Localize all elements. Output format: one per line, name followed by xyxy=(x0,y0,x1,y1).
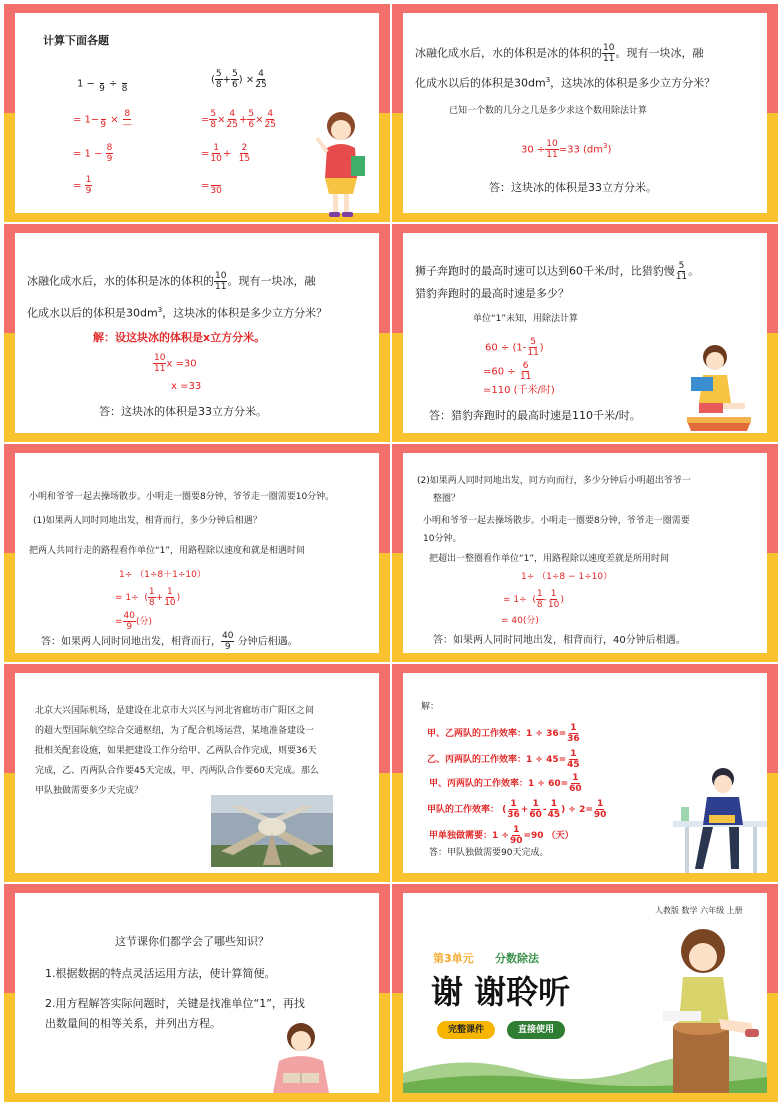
question-line-1: 冰融化成水后，水的体积是冰的体积的 $\frac{10}{11}$ 。现有一块冰，融 xyxy=(27,271,316,292)
equation-3: = $\frac{40}{9}$ (分) xyxy=(115,611,153,632)
equation-2: =60 ÷ $\frac{6}{11}$ xyxy=(483,361,532,382)
direct-use-button[interactable]: 直接使用 xyxy=(507,1021,565,1039)
summary-point-2: 2.用方程解答实际问题时，关键是找准单位“1”，再找 xyxy=(45,997,305,1010)
reading-woman-illustration xyxy=(261,1019,341,1093)
slide-card xyxy=(403,673,767,873)
solution-line-1: 甲、乙两队的工作效率：1 ÷ 36= $\frac{1}{36}$ xyxy=(427,723,580,744)
equation-1: 1÷ （1÷8＋1÷10） xyxy=(119,570,206,580)
slide-5-walk-opposite xyxy=(4,444,390,662)
question-line-2: 猎豹奔跑时的最高时速是多少？ xyxy=(415,287,569,300)
equation-1: $\frac{10}{11}$ x =30 xyxy=(154,353,197,374)
equation-1: 1÷ （1÷8 − 1÷10） xyxy=(521,572,613,582)
problem-line-2: 10分钟。 xyxy=(423,534,462,544)
slide-card xyxy=(15,233,379,433)
slide-2-ice-problem xyxy=(392,4,778,222)
equation-2: = 1÷ ( $\frac{1}{8}$ + $\frac{1}{10}$ ) xyxy=(115,587,181,608)
equation: 30 ÷ $\frac{10}{11}$ =33 $(dm^3)$ xyxy=(521,139,612,160)
calc-left-line-4: = $\frac{1}{9}$ xyxy=(73,175,92,196)
problem-line-1: 北京大兴国际机场，是建设在北京市大兴区与河北省廊坊市广阳区之间 xyxy=(35,706,315,716)
equation-3: = 40(分) xyxy=(501,616,539,626)
solution-line-4: 甲队的工作效率： ( $\frac{1}{36}$ + $\frac{1}{60}$ - $\frac{1}{45}$ ) ÷ 2= $\frac{1}{90}$ xyxy=(427,799,607,820)
summary-point-2-cont: 出数量间的相等关系，并列出方程。 xyxy=(45,1017,221,1030)
problem-line-2: 的超大型国际航空综合交通枢纽，为了配合机场运营，某地准备建设一 xyxy=(35,726,315,736)
answer-text: 答：猎豹奔跑时的最高时速是110千米/时。 xyxy=(429,409,641,422)
studying-boy-illustration xyxy=(673,765,767,877)
calc-left-line-1: 1 − 9 ÷ 8 xyxy=(77,73,128,94)
calc-right-line-2: = $\frac{5}{8}$ × $\frac{4}{25}$ + $\frac{5}{6}$ × $\frac{4}{25}$ xyxy=(201,109,276,130)
sitting-girl-illustration xyxy=(659,923,763,1093)
problem-line-3: 批相关配套设施，如果把建设工作分给甲、乙两队合作完成，则要36天 xyxy=(35,746,317,756)
equation-1: 60 ÷ (1- $\frac{5}{11}$ ) xyxy=(485,337,544,358)
summary-point-1: 1.根据数据的特点灵活运用方法，使计算简便。 xyxy=(45,967,276,980)
unit-label: 第3单元 xyxy=(433,952,474,965)
question-line-1: (2)如果两人同时同地出发，同方向而行，多少分钟后小明超出爷爷一 xyxy=(417,476,691,486)
teacher-girl-illustration xyxy=(311,108,371,220)
solution-line-2: 乙、丙两队的工作效率：1 ÷ 45= $\frac{1}{45}$ xyxy=(427,749,580,770)
slide-6-walk-same-direction xyxy=(392,444,778,662)
thanks-heading: 谢 谢聆听 xyxy=(431,973,571,1011)
calc-left-line-3: = 1 − $\frac{8}{9}$ xyxy=(73,143,113,164)
equation-2: = 1÷ ( $\frac{1}{8}$ - $\frac{1}{10}$ ) xyxy=(503,589,564,610)
question-text: (1)如果两人同时同地出发，相背而行，多少分钟后相遇？ xyxy=(33,516,262,526)
answer-text: 答：如果两人同时同地出发，相背而行， $\frac{40}{9}$ 分钟后相遇。 xyxy=(41,631,298,652)
calc-right-line-3: = $\frac{1}{10}$ + $\frac{2}{15}$ xyxy=(201,143,251,164)
slide-3-ice-equation xyxy=(4,224,390,442)
problem-line-1: 小明和爷爷一起去操场散步。小明走一圈要8分钟，爷爷走一圈需要 xyxy=(423,516,690,526)
slide-10-thanks xyxy=(392,884,778,1102)
solution-line-3: 甲、丙两队的工作效率：1 ÷ 60= $\frac{1}{60}$ xyxy=(429,773,582,794)
problem-text: 小明和爷爷一起去操场散步。小明走一圈要8分钟，爷爷走一圈需要10分钟。 xyxy=(29,492,335,502)
slide-card xyxy=(403,453,767,653)
hint-text: 单位“1”未知，用除法计算 xyxy=(473,314,579,324)
answer-text: 答：甲队独做需要90天完成。 xyxy=(429,848,549,858)
method-hint: 把超出一整圈看作单位“1”，用路程除以速度差就是所用时间 xyxy=(429,554,670,564)
slide-card xyxy=(403,13,767,213)
slide-card xyxy=(15,453,379,653)
question-line-2: 化成水以后的体积是$30dm^3$，这块冰的体积是多少立方分米？ xyxy=(27,306,328,320)
method-hint: 把两人共同行走的路程看作单位“1”，用路程除以速度和就是相遇时间 xyxy=(29,546,306,556)
full-courseware-button[interactable]: 完整课件 xyxy=(437,1021,495,1039)
question-line-1: 冰融化成水后，水的体积是冰的体积的 $\frac{10}{11}$ 。现有一块冰，融 xyxy=(415,43,704,64)
answer-text: 答：这块冰的体积是33立方分米。 xyxy=(99,405,267,418)
problem-line-4: 完成，乙、丙两队合作要45天完成，甲、丙两队合作要60天完成。那么 xyxy=(35,766,319,776)
problem-line-5: 甲队独做需要多少天完成？ xyxy=(35,786,144,796)
calc-left-line-2: = 1− 9 × 8 — xyxy=(73,109,132,130)
calc-right-line-1: ( $\frac{5}{8}$ + $\frac{5}{6}$ ) × $\frac{4}{25}$ xyxy=(211,69,267,90)
slide-card xyxy=(15,893,379,1093)
reading-girl-illustration xyxy=(681,341,757,433)
slide-card xyxy=(403,893,767,1093)
summary-title: 这节课你们都学会了哪些知识？ xyxy=(115,935,269,948)
slide-8-airport-solution xyxy=(392,664,778,882)
slide-card xyxy=(403,233,767,433)
slide-7-airport-problem xyxy=(4,664,390,882)
slide-1-calc xyxy=(4,4,390,222)
hint-text: 已知一个数的几分之几是多少求这个数用除法计算 xyxy=(449,106,648,116)
calc-right-line-4: = 30 xyxy=(201,175,223,196)
topic-label: 分数除法 xyxy=(495,952,539,965)
slide-4-cheetah xyxy=(392,224,778,442)
airport-aerial-photo xyxy=(211,795,333,867)
slide-9-summary xyxy=(4,884,390,1102)
question-line-2: 化成水以后的体积是$30dm^3$，这块冰的体积是多少立方分米？ xyxy=(415,76,716,90)
solution-label: 解： xyxy=(421,702,440,712)
equation-3: =110 (千米/时) xyxy=(483,385,555,396)
slide-card xyxy=(15,13,379,213)
answer-text: 答：这块冰的体积是33立方分米。 xyxy=(489,181,657,194)
solution-line-5: 甲单独做需要：1 ÷ $\frac{1}{90}$ =90 （天） xyxy=(429,825,574,846)
equation-2: x =33 xyxy=(171,381,202,392)
answer-text: 答：如果两人同时同地出发，相背而行，40分钟后相遇。 xyxy=(433,635,686,646)
solution-setup: 解：设这块冰的体积是x立方分米。 xyxy=(93,331,266,344)
book-info: 人教版 数学 六年级 上册 xyxy=(655,906,743,915)
slide-card xyxy=(15,673,379,873)
question-line-2: 整圈？ xyxy=(433,494,461,504)
slide-title: 计算下面各题 xyxy=(43,34,109,47)
question-line-1: 狮子奔跑时的最高时速可以达到60千米/时，比猎豹慢 $\frac{5}{11}$ 。 xyxy=(415,261,700,282)
